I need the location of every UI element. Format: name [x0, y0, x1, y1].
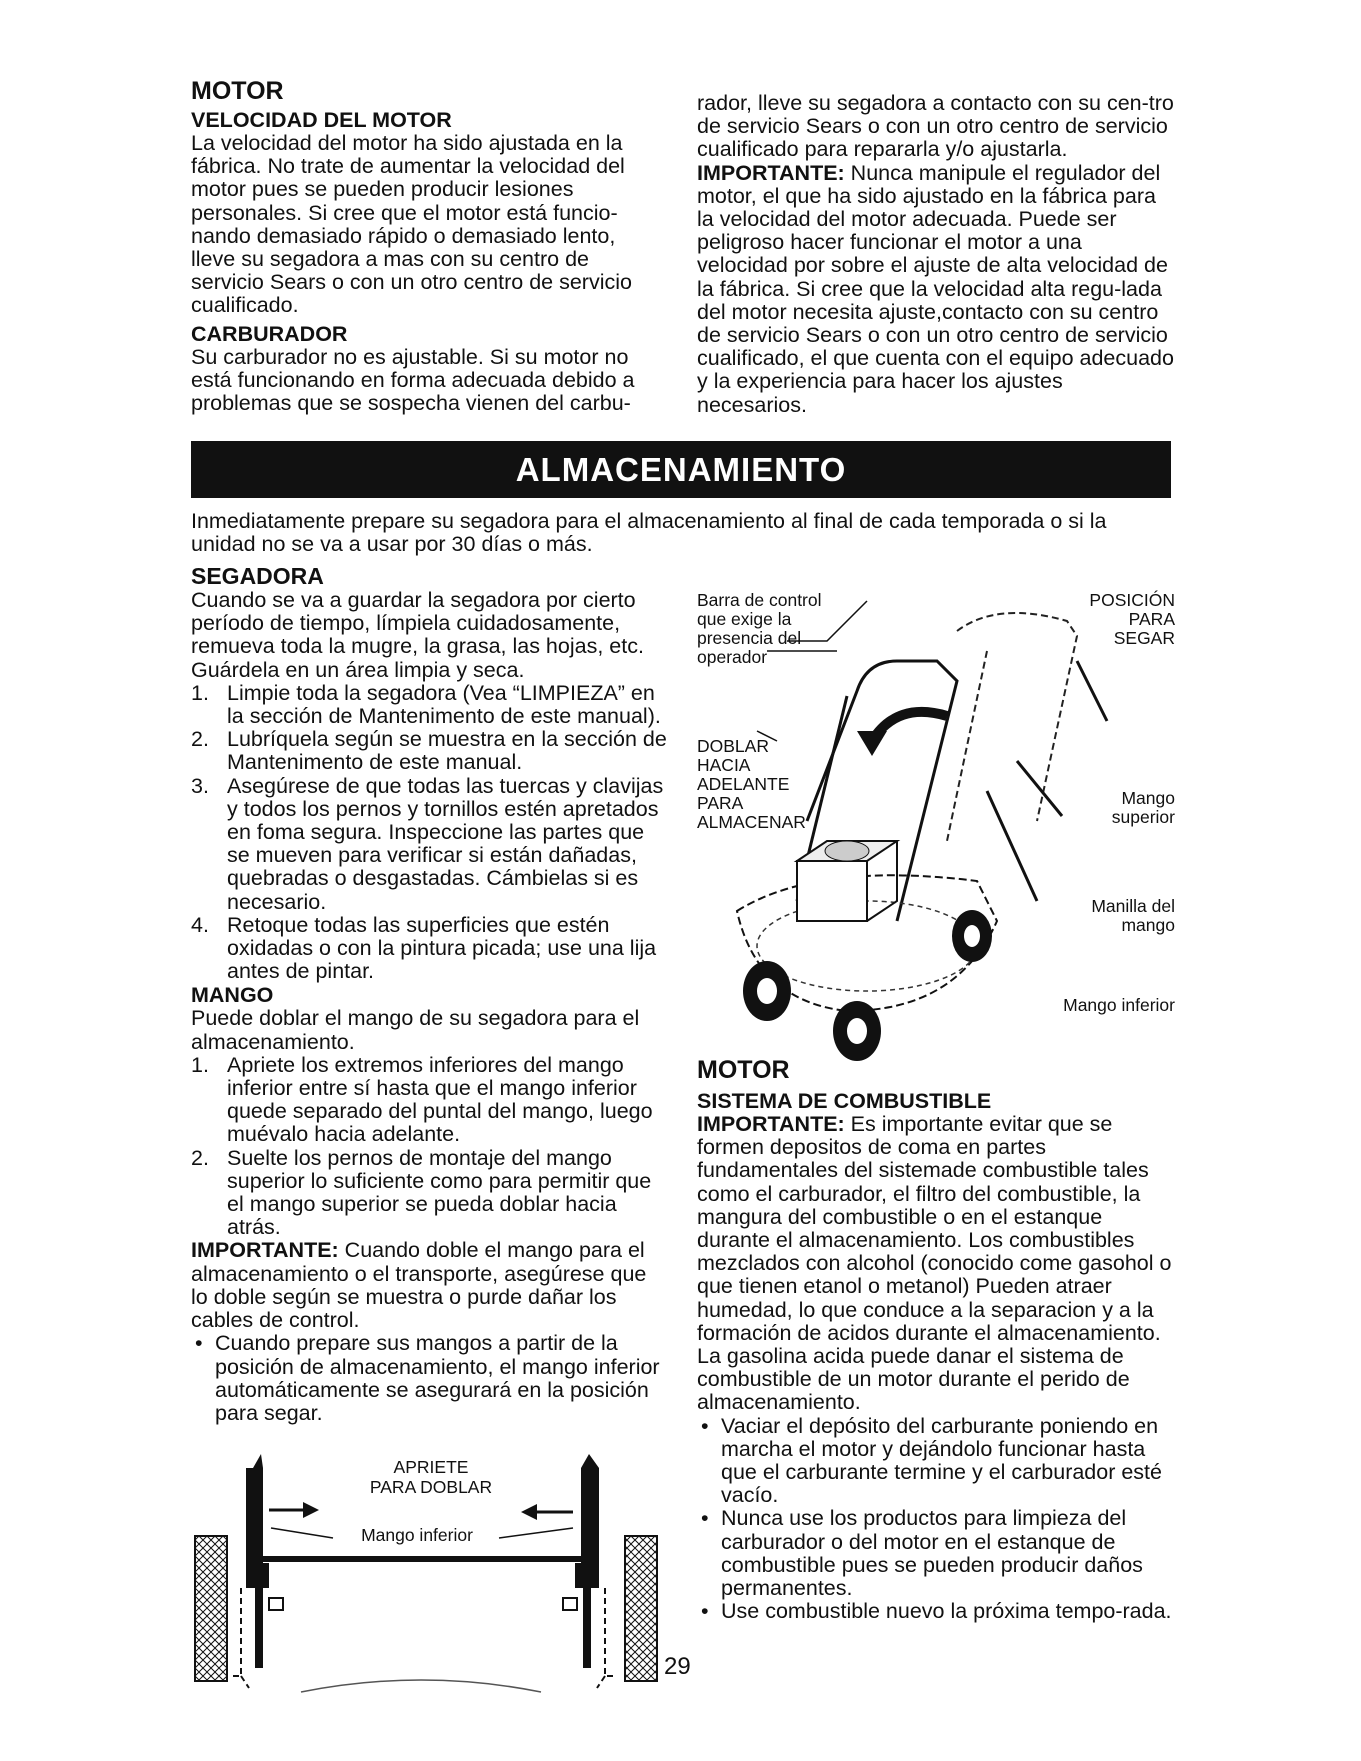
- posicion-segar-label: POSICIÓN PARA SEGAR: [1089, 590, 1175, 648]
- section-banner-almacenamiento: ALMACENAMIENTO: [191, 441, 1171, 498]
- manilla-label: Manilla del mango: [1091, 896, 1175, 935]
- mango-superior-label: Mango superior: [1111, 788, 1175, 827]
- right-wheel: [625, 1536, 657, 1681]
- fuel-bullets: [697, 1415, 1175, 1624]
- carburador-continued: [697, 92, 1175, 417]
- list-item: • Vaciar el depósito del carburante poniendo en marcha el motor y dejándolo funcionar hasta que el carburante termine y el carburador esté vacío.: [701, 1413, 1162, 1508]
- subsection-title-combustible: SISTEMA DE COMBUSTIBLE: [697, 1089, 992, 1113]
- motor-speed-section: [191, 76, 661, 415]
- importante-label: IMPORTANTE:: [697, 1112, 845, 1136]
- crossbar: [246, 1556, 599, 1562]
- list-item: 2. Suelte los pernos de montaje del mango superior lo suficiente como para permitir que el mango superior se pueda doblar hacia atrás.: [191, 1145, 652, 1240]
- list-item: 4. Retoque todas las superficies que estén oxidadas o con la pintura picada; use una lija antes de pintar.: [191, 912, 657, 984]
- mango-inferior-label: Mango inferior: [1063, 995, 1175, 1015]
- motor-fuel-section: [697, 1055, 1175, 1623]
- mango-importante-paragraph: IMPORTANTE: Cuando doble el mango para el almacenamiento o el transporte, asegúrese que lo doble según se muestra o purde dañar los cables de control.: [191, 1238, 647, 1333]
- mango-paragraph: Puede doblar el mango de su segadora para el almacenamiento.: [191, 1006, 640, 1054]
- list-item: • Nunca use los productos para limpieza del carburador o del motor en el estanque de combustible pues se pueden producir daños permanentes.: [701, 1506, 1143, 1601]
- apriete-label: APRIETE: [393, 1457, 469, 1477]
- list-item: 2. Lubríquela según se muestra en la sección de Mantenimento de este manual.: [191, 727, 667, 775]
- velocidad-paragraph: La velocidad del motor ha sido ajustada en la fábrica. No trate de aumentar la velocidad del motor pues se pueden producir lesiones personales. Si cree que el motor está funcio-nando demasiado rápido o demasiado lento, lleve su segadora a mas con su centro de servicio Sears o con un otro centro de servicio cualificado.: [191, 131, 632, 318]
- section-title-motor-2: MOTOR: [697, 1056, 790, 1084]
- mango-steps: [191, 1054, 669, 1240]
- mower-storage-figure: [697, 591, 1175, 1061]
- handle-fold-figure: [191, 1448, 671, 1693]
- importante-text: Nunca manipule el regulador del motor, el que ha sido ajustado en la fábrica para la velocidad del motor adecuada. Puede ser peligroso hacer funcionar el motor a una velocidad por sobre el ajuste de alta velocidad de la fábrica. Si cree que la velocidad alta regu-lada del motor necesita ajuste,contacto con su centro de servicio Sears o con un otro centro de servicio cualificado, el que cuenta con el equipo adecuado y la experiencia para hacer los ajustes necesarios.: [697, 160, 1174, 417]
- barra-control-label: Barra de control que exige la presencia del operador: [697, 590, 822, 667]
- section-title-segadora: SEGADORA: [191, 563, 324, 589]
- segadora-paragraph: Cuando se va a guardar la segadora por cierto período de tiempo, límpiela cuidadosamente, remueva toda la mugre, la grasa, las hojas, etc. Guárdela en un área limpia y seca.: [191, 588, 644, 682]
- para-doblar-label: PARA DOBLAR: [369, 1477, 493, 1497]
- importante-label: IMPORTANTE:: [191, 1238, 339, 1263]
- list-item: • Use combustible nuevo la próxima tempo-rada.: [701, 1599, 1172, 1624]
- intro-paragraph: Inmediatamente prepare su segadora para el almacenamiento al final de cada temporada o si la unidad no se va a usar por 30 días o más.: [191, 509, 1107, 557]
- mango-bullets: [191, 1332, 669, 1425]
- subsection-title-carburador: CARBURADOR: [191, 321, 348, 346]
- fuel-importante-paragraph: IMPORTANTE: Es importante evitar que se formen depositos de coma en partes fundamentales del sistemade combustible tales como el carburador, el filtro del combustible, la mangura del combustible o en el estanque durante el almacenamiento. Los combustibles mezclados con alcohol (conocido come gasohol o que tienen etanol o metanol) Pueden atraer humedad, lo que conduce a la separacion y a la formación de acidos durante el almacenamiento. La gasolina acida puede danar el sistema de combustible de un motor durante el perido de almacenamiento.: [697, 1112, 1172, 1415]
- list-item: 3. Asegúrese de que todas las tuercas y clavijas y todos los pernos y tornillos estén apretados en foma segura. Inspeccione las partes que se mueven para verificar si están dañadas, quebradas o desgastadas. Cámbielas si es necesario.: [191, 773, 664, 914]
- storage-intro: [191, 510, 1166, 556]
- section-title-motor: MOTOR: [191, 77, 284, 105]
- importante-label: IMPORTANTE:: [697, 160, 845, 185]
- importante-paragraph: [697, 162, 1175, 417]
- subsection-title-mango: MANGO: [191, 983, 274, 1008]
- list-item: 1. Limpie toda la segadora (Vea “LIMPIEZA” en la sección de Mantenimento de este manual).: [191, 680, 661, 729]
- segadora-steps: [191, 682, 669, 984]
- left-wheel: [195, 1536, 227, 1681]
- list-item: • Cuando prepare sus mangos a partir de la posición de almacenamiento, el mango inferior automáticamente se asegurará en la posición para segar.: [195, 1331, 660, 1425]
- list-item: 1. Apriete los extremos inferiores del mango inferior entre sí hasta que el mango inferior quede separado del puntal del mango, luego muévalo hacia adelante.: [191, 1052, 653, 1147]
- page-number: 29: [664, 1653, 691, 1680]
- mango-inferior-label: Mango inferior: [361, 1525, 473, 1545]
- segadora-section: [191, 563, 669, 1425]
- carburador-paragraph: Su carburador no es ajustable. Si su motor no está funcionando en forma adecuada debido a problemas que se sospecha vienen del carbu-: [191, 344, 635, 416]
- carburador-continued-paragraph: rador, lleve su segadora a contacto con su cen-tro de servicio Sears o con un otro centro de servicio cualificado para repararla y/o ajustarla.: [697, 91, 1174, 162]
- subsection-title-velocidad: VELOCIDAD DEL MOTOR: [191, 108, 452, 132]
- doblar-label: DOBLAR HACIA ADELANTE PARA ALMACENAR: [697, 736, 806, 832]
